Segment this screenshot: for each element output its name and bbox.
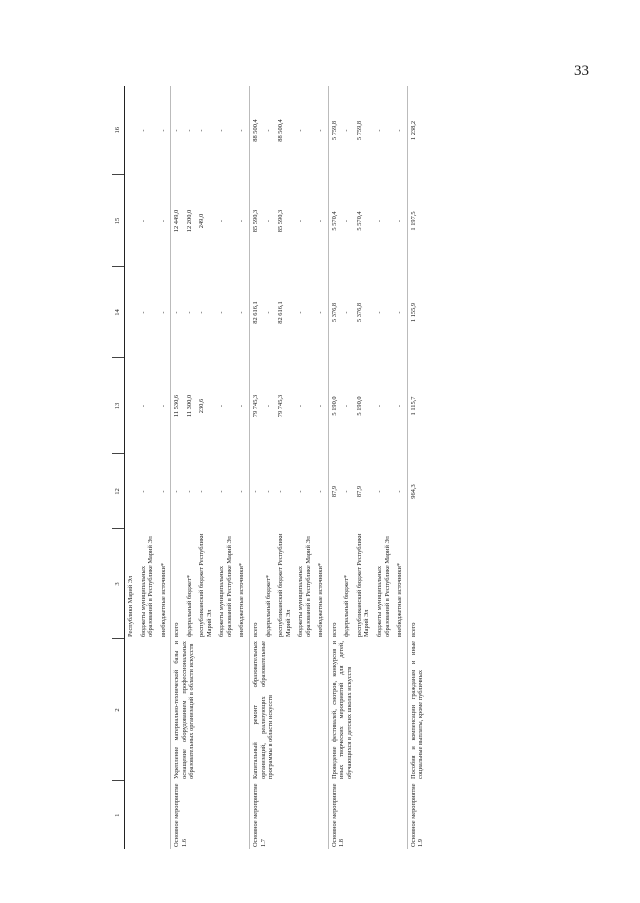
value-cell: - <box>317 490 325 493</box>
value-cell <box>125 454 138 529</box>
value-cell: 5 570,4 <box>355 211 363 231</box>
funding-source: республиканский бюджет Республики Марий Эл <box>355 533 371 637</box>
value-cell <box>125 175 138 267</box>
value-cell: 964,3 <box>407 454 428 529</box>
value-cell: - <box>343 404 351 408</box>
table-row <box>407 86 428 849</box>
value-cell: - <box>376 129 384 132</box>
table-body <box>125 86 428 849</box>
funding-source: республиканский бюджет Республики Марий Эл <box>277 533 292 637</box>
value-cell: - <box>396 219 404 223</box>
value-cell: - <box>218 129 226 132</box>
activity-name <box>125 639 171 781</box>
table-row <box>125 86 138 849</box>
column-header: 14 <box>112 267 125 358</box>
value-cell: - <box>171 454 184 529</box>
value-cell: - <box>171 267 184 358</box>
value-cell: - <box>343 490 351 493</box>
value-cell: 5 759,8 <box>355 120 363 141</box>
value-cell: - <box>297 129 305 132</box>
column-header: 2 <box>112 639 125 781</box>
value-cell: - <box>185 129 193 132</box>
value-cell: - <box>218 404 226 408</box>
value-cell: - <box>171 86 184 175</box>
value-cell <box>125 358 138 454</box>
value-cell: - <box>139 129 147 132</box>
table-header-row <box>112 86 125 849</box>
value-cell: - <box>376 219 384 223</box>
page-number: 33 <box>574 63 589 79</box>
value-cell: 79 745,3 <box>250 358 263 454</box>
activity-code: Основное мероприятие 1.8 <box>328 781 407 849</box>
value-cell: - <box>159 490 167 493</box>
value-cell: - <box>159 404 167 408</box>
funding-source: всего <box>171 529 184 639</box>
value-cell: 5 190,0 <box>328 358 341 454</box>
budget-table-rotated <box>112 86 560 849</box>
value-cell: - <box>343 219 351 223</box>
value-cell: 88 500,4 <box>277 119 285 142</box>
value-cell: - <box>264 219 272 223</box>
value-cell: 1 197,5 <box>407 175 428 267</box>
value-cell: 12 200,0 <box>185 209 193 233</box>
value-cell: 5 376,8 <box>355 302 363 323</box>
value-cell: - <box>250 454 263 529</box>
value-cell: - <box>198 129 206 132</box>
value-cell: - <box>238 404 246 408</box>
budget-table <box>112 86 428 849</box>
value-cell: - <box>396 404 404 408</box>
value-cell: 230,6 <box>198 398 206 414</box>
value-cell: - <box>297 490 305 493</box>
value-cell: - <box>218 311 226 314</box>
column-header: 13 <box>112 358 125 454</box>
value-cell: - <box>238 219 246 223</box>
table-row <box>328 86 341 849</box>
funding-source: всего <box>250 529 263 639</box>
value-cell: 1 238,2 <box>407 86 428 175</box>
value-cell: - <box>185 490 193 493</box>
funding-source: республиканский бюджет Республики Марий Эл <box>198 533 213 637</box>
value-cell: 87,9 <box>328 454 341 529</box>
activity-code <box>125 781 171 849</box>
value-cell: - <box>376 490 384 493</box>
funding-source: бюджеты муниципальных образований в Республике Марий Эл <box>376 536 391 637</box>
value-cell: 11 530,6 <box>171 358 184 454</box>
value-cell: 5 759,8 <box>328 86 341 175</box>
value-cell: - <box>297 404 305 408</box>
value-cell: - <box>277 490 285 493</box>
funding-source: всего <box>328 529 341 639</box>
value-cell: - <box>264 129 272 132</box>
value-cell <box>125 86 138 175</box>
funding-source: федеральный бюджет* <box>343 574 351 637</box>
column-header: 16 <box>112 86 125 175</box>
value-cell: 5 190,0 <box>355 396 363 416</box>
value-cell: 5 376,8 <box>328 267 341 358</box>
value-cell: - <box>343 129 351 132</box>
value-cell: 11 300,0 <box>185 394 193 418</box>
value-cell: - <box>317 219 325 223</box>
value-cell: - <box>198 311 206 314</box>
value-cell: - <box>297 311 305 314</box>
value-cell: 79 745,3 <box>277 394 285 418</box>
value-cell: 1 115,7 <box>407 358 428 454</box>
value-cell: - <box>159 129 167 132</box>
value-cell: 1 155,9 <box>407 267 428 358</box>
table-row <box>250 86 263 849</box>
value-cell: - <box>139 404 147 408</box>
activity-code: Основное мероприятие 1.9 <box>407 781 428 849</box>
activity-code: Основное мероприятие 1.7 <box>250 781 329 849</box>
value-cell: - <box>139 311 147 314</box>
value-cell: - <box>139 219 147 223</box>
column-header: 12 <box>112 454 125 529</box>
value-cell: - <box>159 311 167 314</box>
funding-source: Республики Марий Эл <box>127 575 134 637</box>
value-cell: - <box>317 404 325 408</box>
column-header: 15 <box>112 175 125 267</box>
value-cell: - <box>139 490 147 493</box>
value-cell: - <box>297 219 305 223</box>
funding-source: федеральный бюджет* <box>185 574 193 637</box>
column-header: 3 <box>112 529 125 639</box>
value-cell: 82 616,1 <box>250 267 263 358</box>
value-cell: - <box>185 311 193 314</box>
value-cell: 5 570,4 <box>328 175 341 267</box>
value-cell: - <box>264 311 272 314</box>
value-cell: 88 500,4 <box>250 86 263 175</box>
funding-source: федеральный бюджет* <box>264 574 272 637</box>
value-cell: - <box>218 490 226 493</box>
value-cell: - <box>317 311 325 314</box>
value-cell: 87,9 <box>355 485 363 498</box>
value-cell: - <box>376 311 384 314</box>
funding-source: внебюджетные источники* <box>238 562 246 637</box>
value-cell: - <box>396 129 404 132</box>
value-cell: - <box>376 404 384 408</box>
funding-source: внебюджетные источники* <box>159 562 167 637</box>
value-cell: - <box>264 490 272 493</box>
value-cell: 85 590,3 <box>250 175 263 267</box>
funding-source: внебюджетные источники* <box>396 562 404 637</box>
value-cell: - <box>238 311 246 314</box>
activity-code: Основное мероприятие 1.6 <box>171 781 250 849</box>
activity-name: Пособия и компенсации гражданам и иные социальные выплаты, кроме публичных <box>407 639 428 781</box>
value-cell: - <box>238 129 246 132</box>
activity-name: Проведение фестивалей, смотров, конкурсов и иных творческих мероприятий для детей, обучающихся в детских школах искусств <box>328 639 407 781</box>
table-row <box>171 86 184 849</box>
value-cell: - <box>317 129 325 132</box>
value-cell <box>125 267 138 358</box>
value-cell: - <box>218 219 226 223</box>
value-cell: 82 616,1 <box>277 301 285 324</box>
column-header: 1 <box>112 781 125 849</box>
value-cell: - <box>198 490 206 493</box>
value-cell: 12 449,0 <box>171 175 184 267</box>
activity-name: Капитальный ремонт образовательных организаций, реализующих образовательные программы в области искусств <box>250 639 329 781</box>
value-cell: - <box>159 219 167 223</box>
value-cell: 85 590,3 <box>277 209 285 233</box>
activity-name: Укрепление материально-технической базы и оснащение оборудованием профессиональных образовательных организаций в области искусств <box>171 639 250 781</box>
value-cell: - <box>396 311 404 314</box>
value-cell: - <box>264 404 272 408</box>
value-cell: - <box>238 490 246 493</box>
value-cell: - <box>396 490 404 493</box>
funding-source: всего <box>407 529 428 639</box>
funding-source: внебюджетные источники* <box>317 562 325 637</box>
funding-source: бюджеты муниципальных образований в Республике Марий Эл <box>139 536 155 637</box>
value-cell: - <box>343 311 351 314</box>
value-cell: 249,0 <box>198 213 206 229</box>
funding-source: бюджеты муниципальных образований в Республике Марий Эл <box>218 536 233 637</box>
funding-source: бюджеты муниципальных образований в Республике Марий Эл <box>297 536 312 637</box>
